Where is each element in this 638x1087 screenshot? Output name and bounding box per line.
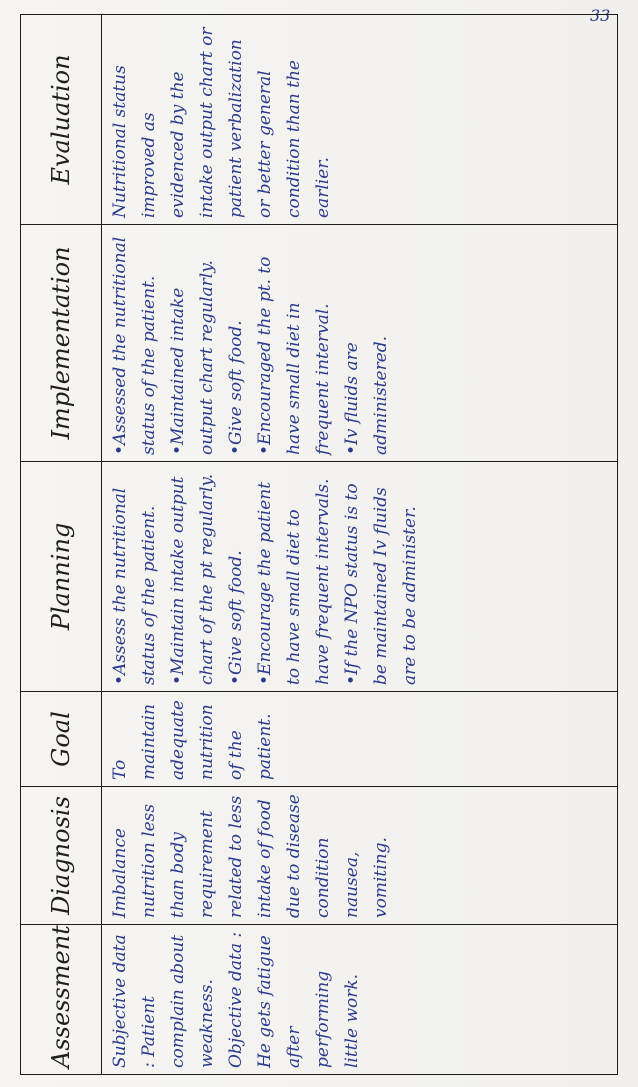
subjective-data: Subjective data : Patient complain about weakness. <box>110 934 217 1068</box>
nursing-care-plan-table <box>20 14 618 1075</box>
implementation-item: • Maintained intake output chart regularly. <box>164 231 222 455</box>
goal-text: To maintain adequate nutrition of the patient. <box>110 700 275 780</box>
implementation-item: • Encouraged the pt. to have small diet in frequent interval. <box>251 231 338 455</box>
evaluation-cell <box>102 15 618 225</box>
header-planning: Planning <box>21 462 102 692</box>
planning-item: • Give soft food. <box>222 468 251 685</box>
header-implementation: Implementation <box>21 225 102 462</box>
goal-cell <box>102 692 618 787</box>
care-plan-table-wrapper <box>20 15 618 1075</box>
planning-item: • Encourage the patient to have small diet to have frequent intervals. <box>251 468 338 685</box>
header-row <box>21 15 102 1075</box>
assessment-cell <box>102 925 618 1075</box>
diagnosis-text: Imbalance nutrition less than body requirement related to less intake of food due to disease condition nausea, vomiting. <box>110 794 391 918</box>
header-goal: Goal <box>21 692 102 787</box>
implementation-item: • Iv fluids are administered. <box>338 231 396 455</box>
planning-item: • If the NPO status is to be maintained Iv fluids are to be administer. <box>338 468 425 685</box>
planning-item: • Maintain intake output chart of the pt regularly. <box>164 468 222 685</box>
page-number: 33 <box>590 6 611 25</box>
header-assessment: Assessment <box>21 925 102 1075</box>
diagnosis-cell <box>102 787 618 925</box>
header-diagnosis: Diagnosis <box>21 787 102 925</box>
implementation-item: • Assessed the nutritional status of the patient. <box>106 231 164 455</box>
planning-cell <box>102 462 618 692</box>
planning-item: • Assess the nutritional status of the patient. <box>106 468 164 685</box>
objective-data: Objective data : He gets fatigue after performing little work. <box>226 931 362 1068</box>
implementation-cell <box>102 225 618 462</box>
implementation-item: • Give soft food. <box>222 231 251 455</box>
evaluation-text: Nutritional status improved as evidenced by the intake output chart or patient verbalization or better general condition than the earlier. <box>110 27 333 218</box>
header-evaluation: Evaluation <box>21 15 102 225</box>
table-row <box>102 15 618 1075</box>
